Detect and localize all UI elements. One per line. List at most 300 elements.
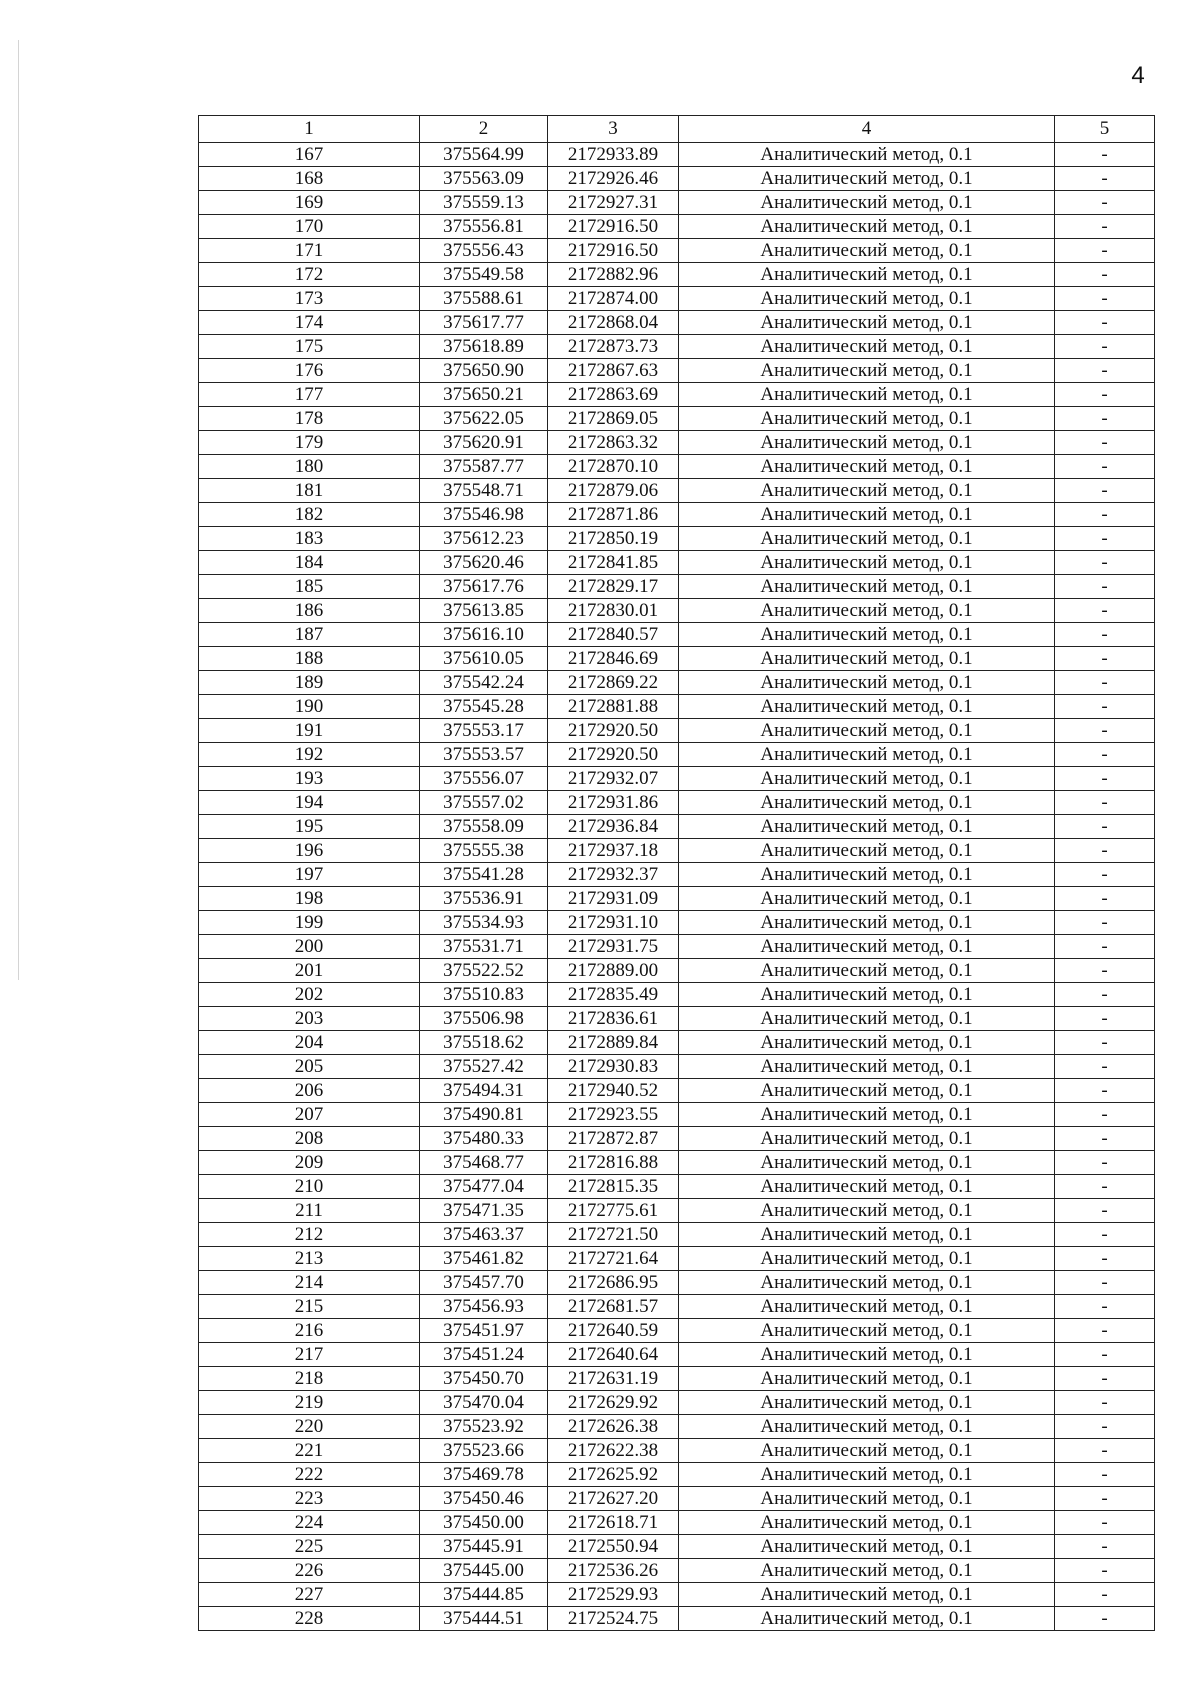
method-cell: Аналитический метод, 0.1 [679,407,1055,431]
note-cell: - [1055,1151,1155,1175]
method-cell: Аналитический метод, 0.1 [679,503,1055,527]
x-coordinate-cell: 375650.21 [420,383,548,407]
method-cell: Аналитический метод, 0.1 [679,983,1055,1007]
x-coordinate-cell: 375555.38 [420,839,548,863]
table-row [199,935,1155,959]
method-cell: Аналитический метод, 0.1 [679,647,1055,671]
point-number-cell: 193 [199,767,420,791]
method-cell: Аналитический метод, 0.1 [679,359,1055,383]
point-number-cell: 176 [199,359,420,383]
point-number-cell: 204 [199,1031,420,1055]
table-row [199,287,1155,311]
note-cell: - [1055,887,1155,911]
x-coordinate-cell: 375556.43 [420,239,548,263]
y-coordinate-cell: 2172920.50 [548,719,679,743]
method-cell: Аналитический метод, 0.1 [679,1295,1055,1319]
table-row [199,191,1155,215]
table-row [199,1415,1155,1439]
table-row [199,1103,1155,1127]
x-coordinate-cell: 375523.66 [420,1439,548,1463]
method-cell: Аналитический метод, 0.1 [679,1415,1055,1439]
method-cell: Аналитический метод, 0.1 [679,1175,1055,1199]
table-row [199,983,1155,1007]
method-cell: Аналитический метод, 0.1 [679,287,1055,311]
method-cell: Аналитический метод, 0.1 [679,1487,1055,1511]
y-coordinate-cell: 2172889.84 [548,1031,679,1055]
table-row [199,719,1155,743]
method-cell: Аналитический метод, 0.1 [679,455,1055,479]
x-coordinate-cell: 375470.04 [420,1391,548,1415]
note-cell: - [1055,1271,1155,1295]
method-cell: Аналитический метод, 0.1 [679,623,1055,647]
x-coordinate-cell: 375445.00 [420,1559,548,1583]
note-cell: - [1055,911,1155,935]
method-cell: Аналитический метод, 0.1 [679,551,1055,575]
y-coordinate-cell: 2172931.86 [548,791,679,815]
note-cell: - [1055,791,1155,815]
point-number-cell: 221 [199,1439,420,1463]
method-cell: Аналитический метод, 0.1 [679,383,1055,407]
table-row [199,263,1155,287]
y-coordinate-cell: 2172920.50 [548,743,679,767]
note-cell: - [1055,1391,1155,1415]
x-coordinate-cell: 375531.71 [420,935,548,959]
table-row [199,695,1155,719]
method-cell: Аналитический метод, 0.1 [679,311,1055,335]
note-cell: - [1055,191,1155,215]
method-cell: Аналитический метод, 0.1 [679,1007,1055,1031]
x-coordinate-cell: 375587.77 [420,455,548,479]
method-cell: Аналитический метод, 0.1 [679,1463,1055,1487]
note-cell: - [1055,1295,1155,1319]
method-cell: Аналитический метод, 0.1 [679,1511,1055,1535]
table-row [199,383,1155,407]
y-coordinate-cell: 2172815.35 [548,1175,679,1199]
x-coordinate-cell: 375616.10 [420,623,548,647]
y-coordinate-cell: 2172775.61 [548,1199,679,1223]
point-number-cell: 223 [199,1487,420,1511]
method-cell: Аналитический метод, 0.1 [679,1247,1055,1271]
y-coordinate-cell: 2172931.75 [548,935,679,959]
point-number-cell: 195 [199,815,420,839]
method-cell: Аналитический метод, 0.1 [679,1127,1055,1151]
method-cell: Аналитический метод, 0.1 [679,1055,1055,1079]
x-coordinate-cell: 375518.62 [420,1031,548,1055]
point-number-cell: 186 [199,599,420,623]
x-coordinate-cell: 375541.28 [420,863,548,887]
table-row [199,551,1155,575]
y-coordinate-cell: 2172869.05 [548,407,679,431]
table-row [199,887,1155,911]
method-cell: Аналитический метод, 0.1 [679,239,1055,263]
table-row [199,1607,1155,1631]
point-number-cell: 185 [199,575,420,599]
point-number-cell: 191 [199,719,420,743]
point-number-cell: 196 [199,839,420,863]
x-coordinate-cell: 375613.85 [420,599,548,623]
x-coordinate-cell: 375494.31 [420,1079,548,1103]
point-number-cell: 181 [199,479,420,503]
table-row [199,527,1155,551]
point-number-cell: 215 [199,1295,420,1319]
note-cell: - [1055,263,1155,287]
note-cell: - [1055,1511,1155,1535]
method-cell: Аналитический метод, 0.1 [679,215,1055,239]
y-coordinate-cell: 2172840.57 [548,623,679,647]
y-coordinate-cell: 2172816.88 [548,1151,679,1175]
y-coordinate-cell: 2172882.96 [548,263,679,287]
table-row [199,503,1155,527]
y-coordinate-cell: 2172841.85 [548,551,679,575]
y-coordinate-cell: 2172870.10 [548,455,679,479]
y-coordinate-cell: 2172529.93 [548,1583,679,1607]
method-cell: Аналитический метод, 0.1 [679,815,1055,839]
method-cell: Аналитический метод, 0.1 [679,1199,1055,1223]
note-cell: - [1055,1607,1155,1631]
table-row [199,1271,1155,1295]
x-coordinate-cell: 375553.17 [420,719,548,743]
y-coordinate-cell: 2172686.95 [548,1271,679,1295]
point-number-cell: 226 [199,1559,420,1583]
y-coordinate-cell: 2172937.18 [548,839,679,863]
x-coordinate-cell: 375549.58 [420,263,548,287]
header-cell-1: 1 [199,116,420,143]
x-coordinate-cell: 375558.09 [420,815,548,839]
x-coordinate-cell: 375617.77 [420,311,548,335]
method-cell: Аналитический метод, 0.1 [679,695,1055,719]
point-number-cell: 172 [199,263,420,287]
point-number-cell: 207 [199,1103,420,1127]
y-coordinate-cell: 2172524.75 [548,1607,679,1631]
method-cell: Аналитический метод, 0.1 [679,839,1055,863]
note-cell: - [1055,1583,1155,1607]
y-coordinate-cell: 2172881.88 [548,695,679,719]
x-coordinate-cell: 375456.93 [420,1295,548,1319]
point-number-cell: 182 [199,503,420,527]
method-cell: Аналитический метод, 0.1 [679,671,1055,695]
y-coordinate-cell: 2172932.07 [548,767,679,791]
point-number-cell: 227 [199,1583,420,1607]
point-number-cell: 225 [199,1535,420,1559]
point-number-cell: 228 [199,1607,420,1631]
x-coordinate-cell: 375617.76 [420,575,548,599]
note-cell: - [1055,1463,1155,1487]
method-cell: Аналитический метод, 0.1 [679,887,1055,911]
note-cell: - [1055,1127,1155,1151]
y-coordinate-cell: 2172631.19 [548,1367,679,1391]
note-cell: - [1055,239,1155,263]
y-coordinate-cell: 2172640.59 [548,1319,679,1343]
method-cell: Аналитический метод, 0.1 [679,431,1055,455]
table-body [199,143,1155,1631]
x-coordinate-cell: 375444.51 [420,1607,548,1631]
x-coordinate-cell: 375548.71 [420,479,548,503]
table-row [199,1199,1155,1223]
y-coordinate-cell: 2172927.31 [548,191,679,215]
y-coordinate-cell: 2172681.57 [548,1295,679,1319]
point-number-cell: 211 [199,1199,420,1223]
x-coordinate-cell: 375618.89 [420,335,548,359]
note-cell: - [1055,359,1155,383]
x-coordinate-cell: 375559.13 [420,191,548,215]
y-coordinate-cell: 2172930.83 [548,1055,679,1079]
table-row [199,359,1155,383]
point-number-cell: 208 [199,1127,420,1151]
y-coordinate-cell: 2172618.71 [548,1511,679,1535]
y-coordinate-cell: 2172830.01 [548,599,679,623]
table-row [199,1127,1155,1151]
note-cell: - [1055,983,1155,1007]
y-coordinate-cell: 2172863.32 [548,431,679,455]
x-coordinate-cell: 375471.35 [420,1199,548,1223]
table-row [199,1343,1155,1367]
note-cell: - [1055,1199,1155,1223]
y-coordinate-cell: 2172850.19 [548,527,679,551]
y-coordinate-cell: 2172916.50 [548,215,679,239]
point-number-cell: 171 [199,239,420,263]
x-coordinate-cell: 375534.93 [420,911,548,935]
y-coordinate-cell: 2172629.92 [548,1391,679,1415]
point-number-cell: 199 [199,911,420,935]
point-number-cell: 178 [199,407,420,431]
note-cell: - [1055,1535,1155,1559]
note-cell: - [1055,647,1155,671]
table-row [199,215,1155,239]
table-row [199,1247,1155,1271]
x-coordinate-cell: 375527.42 [420,1055,548,1079]
x-coordinate-cell: 375457.70 [420,1271,548,1295]
point-number-cell: 168 [199,167,420,191]
x-coordinate-cell: 375650.90 [420,359,548,383]
table-row [199,239,1155,263]
y-coordinate-cell: 2172936.84 [548,815,679,839]
note-cell: - [1055,575,1155,599]
y-coordinate-cell: 2172622.38 [548,1439,679,1463]
y-coordinate-cell: 2172931.09 [548,887,679,911]
method-cell: Аналитический метод, 0.1 [679,191,1055,215]
x-coordinate-cell: 375506.98 [420,1007,548,1031]
point-number-cell: 169 [199,191,420,215]
table-row [199,791,1155,815]
note-cell: - [1055,671,1155,695]
method-cell: Аналитический метод, 0.1 [679,1223,1055,1247]
note-cell: - [1055,551,1155,575]
point-number-cell: 170 [199,215,420,239]
method-cell: Аналитический метод, 0.1 [679,863,1055,887]
x-coordinate-cell: 375523.92 [420,1415,548,1439]
point-number-cell: 177 [199,383,420,407]
point-number-cell: 209 [199,1151,420,1175]
header-cell-2: 2 [420,116,548,143]
method-cell: Аналитический метод, 0.1 [679,1151,1055,1175]
y-coordinate-cell: 2172874.00 [548,287,679,311]
point-number-cell: 216 [199,1319,420,1343]
point-number-cell: 183 [199,527,420,551]
point-number-cell: 174 [199,311,420,335]
y-coordinate-cell: 2172933.89 [548,143,679,167]
y-coordinate-cell: 2172873.73 [548,335,679,359]
table-row [199,431,1155,455]
table-row [199,1439,1155,1463]
note-cell: - [1055,839,1155,863]
x-coordinate-cell: 375622.05 [420,407,548,431]
y-coordinate-cell: 2172879.06 [548,479,679,503]
x-coordinate-cell: 375536.91 [420,887,548,911]
table-row [199,1175,1155,1199]
note-cell: - [1055,143,1155,167]
y-coordinate-cell: 2172926.46 [548,167,679,191]
note-cell: - [1055,1487,1155,1511]
method-cell: Аналитический метод, 0.1 [679,1271,1055,1295]
table-row [199,839,1155,863]
method-cell: Аналитический метод, 0.1 [679,1079,1055,1103]
table-row [199,1319,1155,1343]
table-row [199,1007,1155,1031]
method-cell: Аналитический метод, 0.1 [679,1391,1055,1415]
point-number-cell: 219 [199,1391,420,1415]
header-cell-4: 4 [679,116,1055,143]
point-number-cell: 192 [199,743,420,767]
table-row [199,1079,1155,1103]
method-cell: Аналитический метод, 0.1 [679,767,1055,791]
table-row [199,1511,1155,1535]
y-coordinate-cell: 2172923.55 [548,1103,679,1127]
point-number-cell: 179 [199,431,420,455]
method-cell: Аналитический метод, 0.1 [679,263,1055,287]
table-row [199,143,1155,167]
table-row [199,407,1155,431]
point-number-cell: 188 [199,647,420,671]
note-cell: - [1055,527,1155,551]
table-row [199,1391,1155,1415]
note-cell: - [1055,623,1155,647]
note-cell: - [1055,695,1155,719]
point-number-cell: 212 [199,1223,420,1247]
note-cell: - [1055,335,1155,359]
note-cell: - [1055,1247,1155,1271]
x-coordinate-cell: 375451.24 [420,1343,548,1367]
point-number-cell: 194 [199,791,420,815]
y-coordinate-cell: 2172869.22 [548,671,679,695]
x-coordinate-cell: 375564.99 [420,143,548,167]
note-cell: - [1055,383,1155,407]
table-row [199,167,1155,191]
point-number-cell: 175 [199,335,420,359]
y-coordinate-cell: 2172867.63 [548,359,679,383]
table-row [199,863,1155,887]
x-coordinate-cell: 375556.81 [420,215,548,239]
y-coordinate-cell: 2172721.50 [548,1223,679,1247]
y-coordinate-cell: 2172625.92 [548,1463,679,1487]
point-number-cell: 198 [199,887,420,911]
table-row [199,959,1155,983]
note-cell: - [1055,1367,1155,1391]
method-cell: Аналитический метод, 0.1 [679,743,1055,767]
point-number-cell: 203 [199,1007,420,1031]
table-row [199,1535,1155,1559]
method-cell: Аналитический метод, 0.1 [679,575,1055,599]
x-coordinate-cell: 375445.91 [420,1535,548,1559]
note-cell: - [1055,1439,1155,1463]
x-coordinate-cell: 375542.24 [420,671,548,695]
note-cell: - [1055,287,1155,311]
point-number-cell: 197 [199,863,420,887]
x-coordinate-cell: 375546.98 [420,503,548,527]
note-cell: - [1055,1103,1155,1127]
x-coordinate-cell: 375563.09 [420,167,548,191]
note-cell: - [1055,815,1155,839]
method-cell: Аналитический метод, 0.1 [679,911,1055,935]
method-cell: Аналитический метод, 0.1 [679,1319,1055,1343]
header-cell-3: 3 [548,116,679,143]
note-cell: - [1055,959,1155,983]
point-number-cell: 205 [199,1055,420,1079]
note-cell: - [1055,311,1155,335]
table-row [199,455,1155,479]
y-coordinate-cell: 2172940.52 [548,1079,679,1103]
page-number: 4 [1131,62,1145,89]
method-cell: Аналитический метод, 0.1 [679,1559,1055,1583]
note-cell: - [1055,935,1155,959]
method-cell: Аналитический метод, 0.1 [679,1535,1055,1559]
table-row [199,647,1155,671]
y-coordinate-cell: 2172536.26 [548,1559,679,1583]
table-row [199,1031,1155,1055]
table-header [199,116,1155,143]
x-coordinate-cell: 375463.37 [420,1223,548,1247]
note-cell: - [1055,1007,1155,1031]
point-number-cell: 173 [199,287,420,311]
note-cell: - [1055,1175,1155,1199]
x-coordinate-cell: 375480.33 [420,1127,548,1151]
x-coordinate-cell: 375553.57 [420,743,548,767]
point-number-cell: 213 [199,1247,420,1271]
x-coordinate-cell: 375588.61 [420,287,548,311]
note-cell: - [1055,767,1155,791]
note-cell: - [1055,455,1155,479]
point-number-cell: 220 [199,1415,420,1439]
y-coordinate-cell: 2172640.64 [548,1343,679,1367]
note-cell: - [1055,1031,1155,1055]
note-cell: - [1055,599,1155,623]
y-coordinate-cell: 2172836.61 [548,1007,679,1031]
method-cell: Аналитический метод, 0.1 [679,791,1055,815]
table-row [199,1463,1155,1487]
y-coordinate-cell: 2172863.69 [548,383,679,407]
x-coordinate-cell: 375468.77 [420,1151,548,1175]
note-cell: - [1055,1343,1155,1367]
method-cell: Аналитический метод, 0.1 [679,527,1055,551]
note-cell: - [1055,479,1155,503]
note-cell: - [1055,1415,1155,1439]
point-number-cell: 189 [199,671,420,695]
point-number-cell: 210 [199,1175,420,1199]
y-coordinate-cell: 2172550.94 [548,1535,679,1559]
note-cell: - [1055,1559,1155,1583]
method-cell: Аналитический метод, 0.1 [679,719,1055,743]
table-row [199,1367,1155,1391]
method-cell: Аналитический метод, 0.1 [679,167,1055,191]
point-number-cell: 224 [199,1511,420,1535]
header-cell-5: 5 [1055,116,1155,143]
x-coordinate-cell: 375620.46 [420,551,548,575]
point-number-cell: 187 [199,623,420,647]
point-number-cell: 202 [199,983,420,1007]
point-number-cell: 214 [199,1271,420,1295]
x-coordinate-cell: 375556.07 [420,767,548,791]
table-row [199,671,1155,695]
y-coordinate-cell: 2172868.04 [548,311,679,335]
